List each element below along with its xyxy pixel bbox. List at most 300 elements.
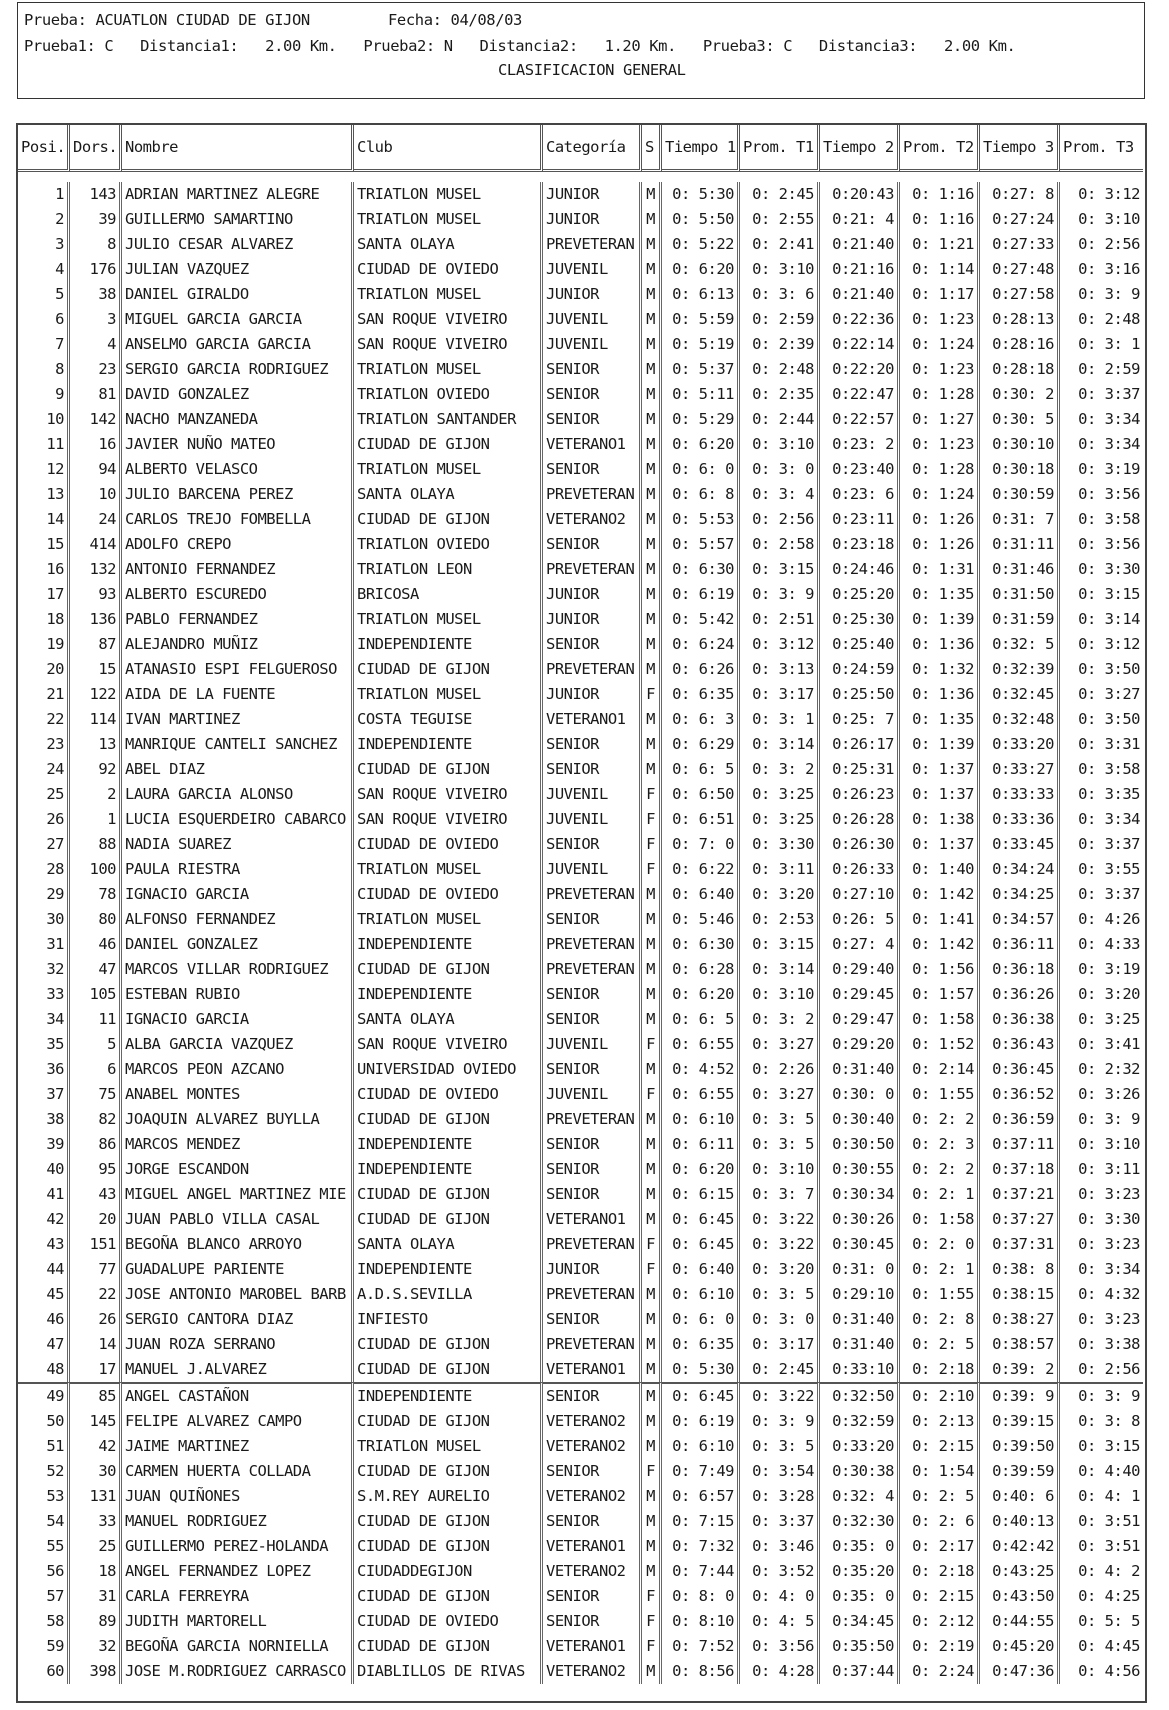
bib-number-cell: 95 <box>70 1157 122 1182</box>
time-1-cell: 0: 6:24 <box>662 632 740 657</box>
time-1-cell: 0: 6: 0 <box>662 1307 740 1332</box>
club-cell: SANTA OLAYA <box>354 1007 543 1032</box>
time-2-cell: 0:29:10 <box>820 1282 900 1307</box>
time-1-cell: 0: 7:15 <box>662 1509 740 1534</box>
avg-time-2-cell: 0: 1:32 <box>900 657 980 682</box>
avg-time-1-cell: 0: 3: 5 <box>740 1434 820 1459</box>
table-row <box>18 1609 1143 1634</box>
avg-time-3-cell: 0: 3:38 <box>1078 1335 1140 1353</box>
table-row <box>18 1157 1143 1182</box>
avg-time-2-cell: 0: 1:36 <box>900 682 980 707</box>
athlete-name-cell: JUDITH MARTORELL <box>122 1609 354 1634</box>
category-cell: SENIOR <box>543 357 642 382</box>
avg-time-3-cell: 0: 3:30 <box>1078 1210 1140 1228</box>
time-3-cell: 0:31: 7 <box>980 507 1060 532</box>
sex-cell: M <box>642 357 662 382</box>
category-cell: PREVETERAN <box>543 557 642 582</box>
avg-time-2-cell: 0: 1:23 <box>900 357 980 382</box>
table-row <box>18 882 1143 907</box>
bib-number-cell: 20 <box>70 1207 122 1232</box>
position-cell: 37 <box>18 1082 70 1107</box>
time-3-cell: 0:39:15 <box>980 1409 1060 1434</box>
avg-time-2-cell: 0: 1:42 <box>900 882 980 907</box>
avg-time-2-cell: 0: 2:15 <box>900 1584 980 1609</box>
athlete-name-cell: ADRIAN MARTINEZ ALEGRE <box>122 182 354 207</box>
avg-time-3-cell: 0: 5: 5 <box>1078 1612 1140 1630</box>
athlete-name-cell: MARCOS MENDEZ <box>122 1132 354 1157</box>
time-3-cell: 0:37:11 <box>980 1132 1060 1157</box>
position-cell: 21 <box>18 682 70 707</box>
header-row <box>18 125 1143 172</box>
time-1-cell: 0: 6:50 <box>662 782 740 807</box>
time-1-cell: 0: 6:28 <box>662 957 740 982</box>
table-row <box>18 1534 1143 1559</box>
time-3-cell: 0:30:10 <box>980 432 1060 457</box>
time-1-cell: 0: 6:30 <box>662 932 740 957</box>
avg-time-3-cell: 0: 3:58 <box>1078 760 1140 778</box>
athlete-name-cell: ANTONIO FERNANDEZ <box>122 557 354 582</box>
avg-time-2-cell: 0: 1:21 <box>900 232 980 257</box>
time-1-cell: 0: 5:11 <box>662 382 740 407</box>
avg-time-3-cell: 0: 3:51 <box>1078 1537 1140 1555</box>
table-row <box>18 307 1143 332</box>
avg-time-3-cell: 0: 3:10 <box>1078 1135 1140 1153</box>
athlete-name-cell: GUILLERMO SAMARTINO <box>122 207 354 232</box>
avg-time-1-cell: 0: 3: 9 <box>740 1409 820 1434</box>
club-cell: SAN ROQUE VIVEIRO <box>354 782 543 807</box>
avg-time-1-cell: 0: 4: 5 <box>740 1609 820 1634</box>
position-cell: 5 <box>18 282 70 307</box>
time-3-cell: 0:36:45 <box>980 1057 1060 1082</box>
time-1-cell: 0: 5:37 <box>662 357 740 382</box>
time-1-cell: 0: 5:57 <box>662 532 740 557</box>
bib-number-cell: 132 <box>70 557 122 582</box>
time-1-cell: 0: 7:44 <box>662 1559 740 1584</box>
time-1-cell: 0: 5:50 <box>662 207 740 232</box>
avg-time-2-cell: 0: 1:24 <box>900 482 980 507</box>
avg-time-2-cell: 0: 1:37 <box>900 757 980 782</box>
club-cell: TRIATLON MUSEL <box>354 282 543 307</box>
time-1-cell: 0: 5:29 <box>662 407 740 432</box>
time-2-cell: 0:25:50 <box>820 682 900 707</box>
athlete-name-cell: ADOLFO CREPO <box>122 532 354 557</box>
avg-time-1-cell: 0: 3: 4 <box>740 482 820 507</box>
athlete-name-cell: JOAQUIN ALVAREZ BUYLLA <box>122 1107 354 1132</box>
sex-cell: M <box>642 307 662 332</box>
table-row <box>18 357 1143 382</box>
athlete-name-cell: NADIA SUAREZ <box>122 832 354 857</box>
athlete-name-cell: ANGEL FERNANDEZ LOPEZ <box>122 1559 354 1584</box>
time-3-cell: 0:28:16 <box>980 332 1060 357</box>
category-cell: JUVENIL <box>543 1082 642 1107</box>
athlete-name-cell: JUAN QUIÑONES <box>122 1484 354 1509</box>
table-row <box>18 1132 1143 1157</box>
club-cell: SANTA OLAYA <box>354 232 543 257</box>
time-2-cell: 0:26:33 <box>820 857 900 882</box>
position-cell: 45 <box>18 1282 70 1307</box>
sex-cell: M <box>642 1332 662 1357</box>
category-cell: JUNIOR <box>543 282 642 307</box>
avg-time-1-cell: 0: 3:10 <box>740 432 820 457</box>
time-3-cell: 0:34:24 <box>980 857 1060 882</box>
position-cell: 33 <box>18 982 70 1007</box>
athlete-name-cell: ALEJANDRO MUÑIZ <box>122 632 354 657</box>
club-cell: SAN ROQUE VIVEIRO <box>354 1032 543 1057</box>
category-cell: JUNIOR <box>543 682 642 707</box>
club-cell: DIABLILLOS DE RIVAS <box>354 1659 543 1684</box>
club-cell: TRIATLON MUSEL <box>354 607 543 632</box>
club-cell: INDEPENDIENTE <box>354 632 543 657</box>
avg-time-2-cell: 0: 1:27 <box>900 407 980 432</box>
bib-number-cell: 38 <box>70 282 122 307</box>
avg-time-2-cell: 0: 1:37 <box>900 782 980 807</box>
athlete-name-cell: AIDA DE LA FUENTE <box>122 682 354 707</box>
club-cell: TRIATLON MUSEL <box>354 857 543 882</box>
avg-time-2-cell: 0: 1:42 <box>900 932 980 957</box>
avg-time-2-cell: 0: 2: 0 <box>900 1232 980 1257</box>
time-3-cell: 0:40: 6 <box>980 1484 1060 1509</box>
column-header: Nombre <box>122 125 354 172</box>
position-cell: 55 <box>18 1534 70 1559</box>
bib-number-cell: 23 <box>70 357 122 382</box>
bib-number-cell: 3 <box>70 307 122 332</box>
time-1-cell: 0: 5:53 <box>662 507 740 532</box>
position-cell: 39 <box>18 1132 70 1157</box>
athlete-name-cell: JAVIER NUÑO MATEO <box>122 432 354 457</box>
results-header <box>17 2 1145 99</box>
bib-number-cell: 81 <box>70 382 122 407</box>
position-cell: 44 <box>18 1257 70 1282</box>
avg-time-1-cell: 0: 3:54 <box>740 1459 820 1484</box>
sex-cell: F <box>642 832 662 857</box>
club-cell: SAN ROQUE VIVEIRO <box>354 807 543 832</box>
category-cell: SENIOR <box>543 1609 642 1634</box>
athlete-name-cell: ATANASIO ESPI FELGUEROSO <box>122 657 354 682</box>
club-cell: COSTA TEGUISE <box>354 707 543 732</box>
athlete-name-cell: MANRIQUE CANTELI SANCHEZ <box>122 732 354 757</box>
time-3-cell: 0:44:55 <box>980 1609 1060 1634</box>
time-2-cell: 0:25:20 <box>820 582 900 607</box>
time-3-cell: 0:36:38 <box>980 1007 1060 1032</box>
time-3-cell: 0:36:18 <box>980 957 1060 982</box>
time-3-cell: 0:30:59 <box>980 482 1060 507</box>
position-cell: 59 <box>18 1634 70 1659</box>
table-row <box>18 532 1143 557</box>
time-2-cell: 0:37:44 <box>820 1659 900 1684</box>
avg-time-3-cell: 0: 3:41 <box>1078 1035 1140 1053</box>
avg-time-2-cell: 0: 1:14 <box>900 257 980 282</box>
avg-time-2-cell: 0: 1:26 <box>900 507 980 532</box>
category-cell: VETERANO2 <box>543 507 642 532</box>
table-row <box>18 632 1143 657</box>
sex-cell: M <box>642 1534 662 1559</box>
category-cell: VETERANO1 <box>543 1634 642 1659</box>
table-row <box>18 857 1143 882</box>
time-1-cell: 0: 5:42 <box>662 607 740 632</box>
avg-time-1-cell: 0: 3:25 <box>740 807 820 832</box>
category-cell: SENIOR <box>543 1057 642 1082</box>
time-2-cell: 0:31:40 <box>820 1307 900 1332</box>
position-cell: 16 <box>18 557 70 582</box>
athlete-name-cell: MIGUEL GARCIA GARCIA <box>122 307 354 332</box>
avg-time-3-cell: 0: 3:25 <box>1078 1010 1140 1028</box>
avg-time-2-cell: 0: 1:23 <box>900 307 980 332</box>
athlete-name-cell: JOSE M.RODRIGUEZ CARRASCO <box>122 1659 354 1684</box>
avg-time-3-cell: 0: 3:11 <box>1078 1160 1140 1178</box>
time-3-cell: 0:27: 8 <box>980 182 1060 207</box>
avg-time-2-cell: 0: 2:15 <box>900 1434 980 1459</box>
column-header: Tiempo 3 <box>980 125 1060 172</box>
sex-cell: F <box>642 682 662 707</box>
bib-number-cell: 89 <box>70 1609 122 1634</box>
club-cell: TRIATLON MUSEL <box>354 682 543 707</box>
avg-time-1-cell: 0: 3:46 <box>740 1534 820 1559</box>
avg-time-2-cell: 0: 2: 2 <box>900 1107 980 1132</box>
position-cell: 60 <box>18 1659 70 1684</box>
bib-number-cell: 100 <box>70 857 122 882</box>
avg-time-1-cell: 0: 2:39 <box>740 332 820 357</box>
time-1-cell: 0: 7: 0 <box>662 832 740 857</box>
category-cell: SENIOR <box>543 1509 642 1534</box>
avg-time-2-cell: 0: 1:35 <box>900 582 980 607</box>
club-cell: TRIATLON MUSEL <box>354 207 543 232</box>
bib-number-cell: 131 <box>70 1484 122 1509</box>
time-2-cell: 0:22:14 <box>820 332 900 357</box>
club-cell: INDEPENDIENTE <box>354 732 543 757</box>
avg-time-2-cell: 0: 1:31 <box>900 557 980 582</box>
club-cell: CIUDAD DE GIJON <box>354 1409 543 1434</box>
time-2-cell: 0:31: 0 <box>820 1257 900 1282</box>
sex-cell: M <box>642 757 662 782</box>
table-row <box>18 1307 1143 1332</box>
sex-cell: F <box>642 807 662 832</box>
club-cell: BRICOSA <box>354 582 543 607</box>
bib-number-cell: 75 <box>70 1082 122 1107</box>
table-row <box>18 257 1143 282</box>
table-row <box>18 707 1143 732</box>
position-cell: 28 <box>18 857 70 882</box>
avg-time-2-cell: 0: 1:40 <box>900 857 980 882</box>
bib-number-cell: 151 <box>70 1232 122 1257</box>
time-2-cell: 0:27:10 <box>820 882 900 907</box>
athlete-name-cell: LAURA GARCIA ALONSO <box>122 782 354 807</box>
avg-time-2-cell: 0: 2: 6 <box>900 1509 980 1534</box>
avg-time-2-cell: 0: 2:13 <box>900 1409 980 1434</box>
event-date: 04/08/03 <box>450 11 522 29</box>
time-2-cell: 0:26:23 <box>820 782 900 807</box>
time-2-cell: 0:32:59 <box>820 1409 900 1434</box>
athlete-name-cell: JULIAN VAZQUEZ <box>122 257 354 282</box>
bib-number-cell: 85 <box>70 1382 122 1409</box>
table-row <box>18 1282 1143 1307</box>
sex-cell: M <box>642 1484 662 1509</box>
sex-cell: M <box>642 1132 662 1157</box>
avg-time-1-cell: 0: 3: 6 <box>740 282 820 307</box>
bib-number-cell: 10 <box>70 482 122 507</box>
position-cell: 38 <box>18 1107 70 1132</box>
sex-cell: M <box>642 957 662 982</box>
time-1-cell: 0: 6: 0 <box>662 457 740 482</box>
avg-time-2-cell: 0: 2: 2 <box>900 1157 980 1182</box>
club-cell: CIUDAD DE GIJON <box>354 1459 543 1484</box>
bib-number-cell: 11 <box>70 1007 122 1032</box>
avg-time-1-cell: 0: 2:58 <box>740 532 820 557</box>
category-cell: PREVETERAN <box>543 1282 642 1307</box>
club-cell: TRIATLON LEON <box>354 557 543 582</box>
table-row <box>18 432 1143 457</box>
time-1-cell: 0: 6:10 <box>662 1282 740 1307</box>
position-cell: 14 <box>18 507 70 532</box>
time-1-cell: 0: 6:45 <box>662 1232 740 1257</box>
time-1-cell: 0: 6:11 <box>662 1132 740 1157</box>
avg-time-3-cell: 0: 3:12 <box>1078 635 1140 653</box>
avg-time-3-cell: 0: 3:20 <box>1078 985 1140 1003</box>
avg-time-1-cell: 0: 2:35 <box>740 382 820 407</box>
avg-time-3-cell: 0: 3:34 <box>1078 1260 1140 1278</box>
position-cell: 30 <box>18 907 70 932</box>
time-3-cell: 0:37:31 <box>980 1232 1060 1257</box>
time-2-cell: 0:35: 0 <box>820 1534 900 1559</box>
sex-cell: M <box>642 1107 662 1132</box>
bib-number-cell: 47 <box>70 957 122 982</box>
time-1-cell: 0: 6:19 <box>662 1409 740 1434</box>
category-cell: PREVETERAN <box>543 957 642 982</box>
avg-time-1-cell: 0: 3:22 <box>740 1232 820 1257</box>
time-2-cell: 0:25:31 <box>820 757 900 782</box>
avg-time-2-cell: 0: 1:17 <box>900 282 980 307</box>
avg-time-3-cell: 0: 3:34 <box>1078 810 1140 828</box>
time-3-cell: 0:31:11 <box>980 532 1060 557</box>
time-3-cell: 0:39: 2 <box>980 1357 1060 1382</box>
avg-time-3-cell: 0: 4: 2 <box>1078 1562 1140 1580</box>
club-cell: CIUDAD DE GIJON <box>354 1634 543 1659</box>
time-3-cell: 0:30:18 <box>980 457 1060 482</box>
position-cell: 20 <box>18 657 70 682</box>
time-1-cell: 0: 6:20 <box>662 1157 740 1182</box>
athlete-name-cell: MARCOS PEON AZCANO <box>122 1057 354 1082</box>
time-3-cell: 0:33:33 <box>980 782 1060 807</box>
category-cell: JUNIOR <box>543 1257 642 1282</box>
category-cell: VETERANO2 <box>543 1434 642 1459</box>
time-2-cell: 0:30:38 <box>820 1459 900 1484</box>
athlete-name-cell: IVAN MARTINEZ <box>122 707 354 732</box>
column-header: Posi. <box>18 125 70 172</box>
sex-cell: M <box>642 482 662 507</box>
time-2-cell: 0:30:40 <box>820 1107 900 1132</box>
position-cell: 19 <box>18 632 70 657</box>
avg-time-3-cell: 0: 3:26 <box>1078 1085 1140 1103</box>
club-cell: INDEPENDIENTE <box>354 1257 543 1282</box>
table-row <box>18 1559 1143 1584</box>
table-row <box>18 382 1143 407</box>
club-cell: SANTA OLAYA <box>354 482 543 507</box>
category-cell: SENIOR <box>543 1182 642 1207</box>
sex-cell: M <box>642 507 662 532</box>
position-cell: 8 <box>18 357 70 382</box>
avg-time-2-cell: 0: 2:19 <box>900 1634 980 1659</box>
athlete-name-cell: ALBERTO ESCUREDO <box>122 582 354 607</box>
position-cell: 51 <box>18 1434 70 1459</box>
position-cell: 42 <box>18 1207 70 1232</box>
time-1-cell: 0: 4:52 <box>662 1057 740 1082</box>
avg-time-3-cell: 0: 4:45 <box>1078 1637 1140 1655</box>
club-cell: CIUDAD DE OVIEDO <box>354 832 543 857</box>
time-2-cell: 0:20:43 <box>820 182 900 207</box>
sex-cell: M <box>642 982 662 1007</box>
position-cell: 26 <box>18 807 70 832</box>
table-row <box>18 407 1143 432</box>
avg-time-3-cell: 0: 3:51 <box>1078 1512 1140 1530</box>
avg-time-1-cell: 0: 3: 2 <box>740 757 820 782</box>
club-cell: CIUDAD DE GIJON <box>354 1357 543 1382</box>
time-3-cell: 0:32:39 <box>980 657 1060 682</box>
bib-number-cell: 143 <box>70 182 122 207</box>
avg-time-3-cell: 0: 3:12 <box>1078 185 1140 203</box>
category-cell: JUNIOR <box>543 607 642 632</box>
bib-number-cell: 39 <box>70 207 122 232</box>
table-row <box>18 332 1143 357</box>
time-1-cell: 0: 6:45 <box>662 1382 740 1409</box>
results-table <box>18 125 1143 1684</box>
table-row <box>18 1232 1143 1257</box>
time-2-cell: 0:22:36 <box>820 307 900 332</box>
avg-time-3-cell: 0: 3: 8 <box>1078 1412 1140 1430</box>
club-cell: CIUDAD DE GIJON <box>354 1207 543 1232</box>
bib-number-cell: 4 <box>70 332 122 357</box>
table-row <box>18 557 1143 582</box>
category-cell: SENIOR <box>543 982 642 1007</box>
avg-time-1-cell: 0: 2:51 <box>740 607 820 632</box>
bib-number-cell: 31 <box>70 1584 122 1609</box>
club-cell: TRIATLON MUSEL <box>354 457 543 482</box>
club-cell: TRIATLON OVIEDO <box>354 382 543 407</box>
position-cell: 18 <box>18 607 70 632</box>
category-cell: SENIOR <box>543 832 642 857</box>
time-3-cell: 0:30: 5 <box>980 407 1060 432</box>
time-3-cell: 0:33:20 <box>980 732 1060 757</box>
avg-time-3-cell: 0: 3:19 <box>1078 460 1140 478</box>
time-1-cell: 0: 8:10 <box>662 1609 740 1634</box>
category-cell: PREVETERAN <box>543 882 642 907</box>
time-2-cell: 0:22:47 <box>820 382 900 407</box>
avg-time-1-cell: 0: 3: 9 <box>740 582 820 607</box>
sex-cell: M <box>642 1559 662 1584</box>
time-3-cell: 0:36:52 <box>980 1082 1060 1107</box>
page-title: CLASIFICACION GENERAL <box>498 61 686 79</box>
position-cell: 46 <box>18 1307 70 1332</box>
category-cell: JUVENIL <box>543 332 642 357</box>
table-row <box>18 1634 1143 1659</box>
time-3-cell: 0:42:42 <box>980 1534 1060 1559</box>
table-row <box>18 182 1143 207</box>
athlete-name-cell: PABLO FERNANDEZ <box>122 607 354 632</box>
category-cell: JUVENIL <box>543 257 642 282</box>
time-1-cell: 0: 6:10 <box>662 1107 740 1132</box>
time-3-cell: 0:28:13 <box>980 307 1060 332</box>
avg-time-1-cell: 0: 3:22 <box>740 1207 820 1232</box>
sex-cell: M <box>642 1659 662 1684</box>
club-cell: SAN ROQUE VIVEIRO <box>354 332 543 357</box>
time-1-cell: 0: 6:55 <box>662 1082 740 1107</box>
avg-time-3-cell: 0: 3:34 <box>1078 410 1140 428</box>
position-cell: 12 <box>18 457 70 482</box>
sex-cell: M <box>642 432 662 457</box>
results-table-frame <box>16 123 1147 1703</box>
position-cell: 54 <box>18 1509 70 1534</box>
position-cell: 22 <box>18 707 70 732</box>
avg-time-3-cell: 0: 3:30 <box>1078 560 1140 578</box>
time-1-cell: 0: 8:56 <box>662 1659 740 1684</box>
